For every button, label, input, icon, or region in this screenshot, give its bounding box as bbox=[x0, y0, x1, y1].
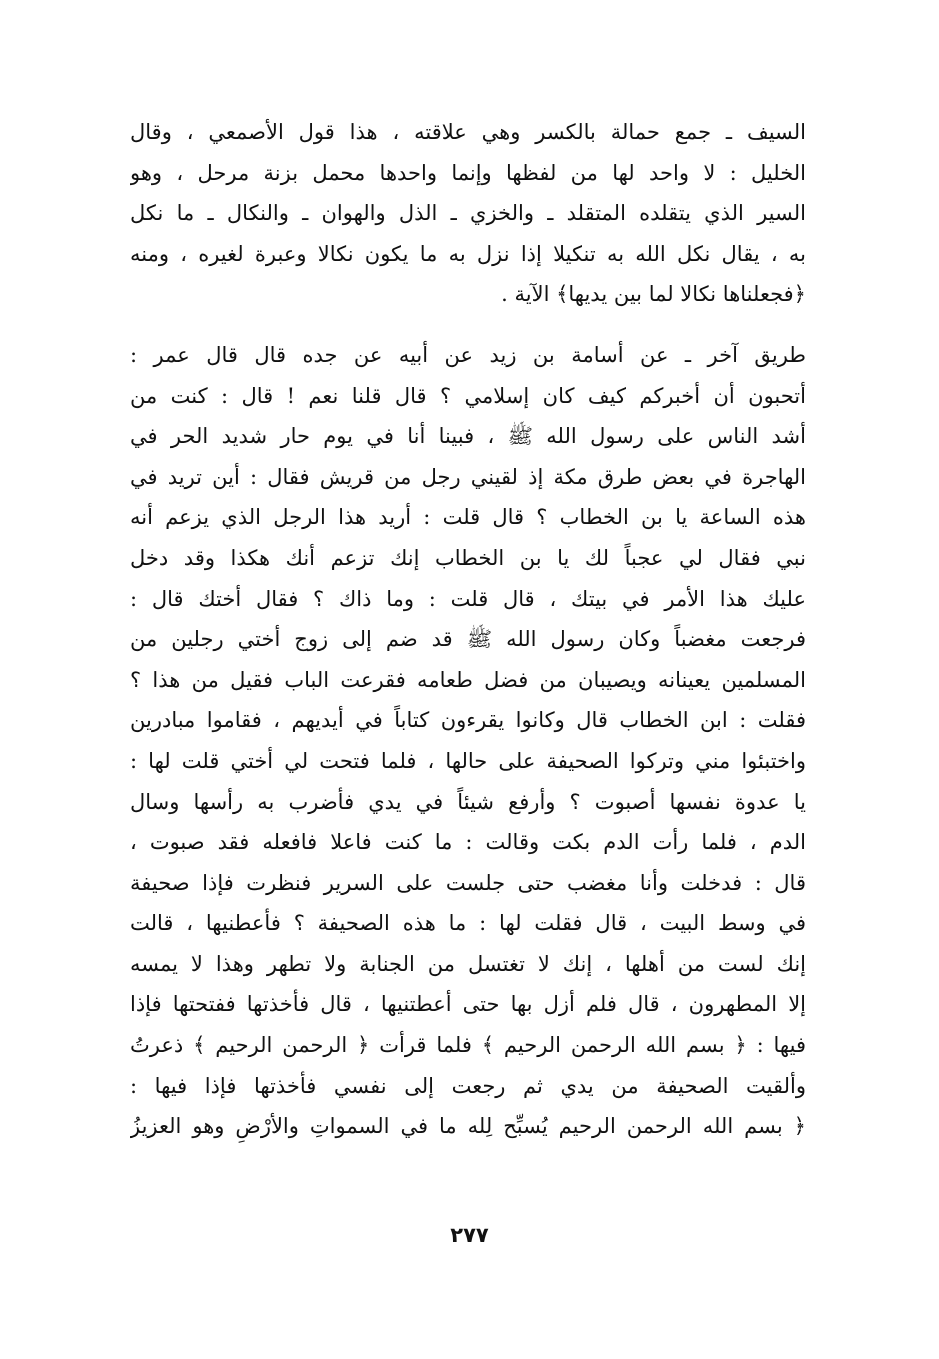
paragraph-gap bbox=[130, 315, 806, 335]
page-text-block bbox=[130, 112, 806, 1147]
text-line: فيها : ﴿ بسم الله الرحمن الرحيم ﴾ فلما قرأت ﴿ الرحمن الرحيم ﴾ ذعرتُ bbox=[130, 1033, 806, 1058]
text-line: الدم ، فلما رأت الدم بكت وقالت : ما كنت فاعلا فافعله فقد صبوت ، bbox=[130, 830, 806, 855]
text-line: به ، يقال نكل الله به تنكيلا إذا نزل به ما يكون نكالا وعبرة لغيره ، ومنه bbox=[130, 241, 806, 266]
text-line: فرجعت مغضباً وكان رسول الله ﷺ قد ضم إلى زوج أختي رجلين من bbox=[130, 627, 806, 652]
text-line: السيف ـ جمع حمالة بالكسر وهي علاقته ، هذا قول الأصمعي ، وقال bbox=[130, 120, 806, 144]
text-line: في وسط البيت ، قال فقلت لها : ما هذه الصحيفة ؟ فأعطنيها ، قالت bbox=[130, 911, 806, 936]
text-line: نبي فقال لي عجباً لك يا بن الخطاب إنك تزعم أنك هكذا وقد دخل bbox=[130, 545, 806, 570]
text-line: قال : فدخلت وأنا مغضب حتى جلست على السرير فنظرت فإذا صحيفة bbox=[130, 870, 806, 895]
text-line: إنك لست من أهلها ، إنك لا تغتسل من الجنابة ولا تطهر وهذا لا يمسه bbox=[130, 951, 806, 976]
text-line: وألقيت الصحيفة من يدي ثم رجعت إلى نفسي فأخذتها فإذا فيها : bbox=[130, 1073, 806, 1098]
text-line: عليك هذا الأمر في بيتك ، قال قلت : وما ذاك ؟ فقال أختك قال : bbox=[130, 586, 806, 611]
text-line: أشد الناس على رسول الله ﷺ ، فبينا أنا في يوم حار شديد الحر في bbox=[130, 424, 806, 449]
text-line: الهاجرة في بعض طرق مكة إذ لقيني رجل من قريش فقال : أين تريد في bbox=[130, 464, 806, 489]
text-line: إلا المطهرون ، قال فلم أزل بها حتى أعطتنيها ، قال فأخذتها ففتحتها فإذا bbox=[130, 992, 806, 1017]
paragraph-1 bbox=[130, 112, 806, 315]
text-line: واختبئوا مني وتركوا الصحيفة على حالها ، فلما فتحت لي أختي قلت لها : bbox=[130, 748, 806, 773]
text-line: هذه الساعة يا بن الخطاب ؟ قال قلت : أريد هذا الرجل الذي يزعم أنه bbox=[130, 505, 806, 530]
text-line: ﴿ بسم الله الرحمن الرحيم يُسبِّح لِله ما في السمواتِ والأرْضِ وهو العزيزُ bbox=[130, 1114, 806, 1139]
text-line: المسلمين يعينانه ويصيبان من فضل طعامه فقرعت الباب فقيل من هذا ؟ bbox=[130, 667, 806, 692]
text-line: أتحبون أن أخبركم كيف كان إسلامي ؟ قال قلنا نعم ! قال : كنت من bbox=[130, 383, 806, 408]
text-line: يا عدوة نفسها أصبوت ؟ وأرفع شيئاً في يدي فأضرب به رأسها وسال bbox=[130, 789, 806, 814]
text-line: فقلت : ابن الخطاب قال وكانوا يقرءون كتاباً في أيديهم ، فقاموا مبادرين bbox=[130, 708, 806, 733]
text-line: السير الذي يتقلده المتقلد ـ والخزي ـ الذل والهوان ـ والنكال ـ ما نكل bbox=[130, 201, 806, 226]
paragraph-2 bbox=[130, 335, 806, 1147]
page-number: ٢٧٧ bbox=[450, 1223, 489, 1247]
text-line: الخليل : لا واحد لها من لفظها وإنما واحدها محمل بزنة مرحل ، وهو bbox=[130, 160, 806, 185]
text-line: طريق آخر ـ عن أسامة بن زيد عن أبيه عن جده قال قال عمر : bbox=[130, 342, 806, 367]
text-line: ﴿فجعلناها نكالا لما بين يديها﴾ الآية . bbox=[501, 282, 806, 307]
